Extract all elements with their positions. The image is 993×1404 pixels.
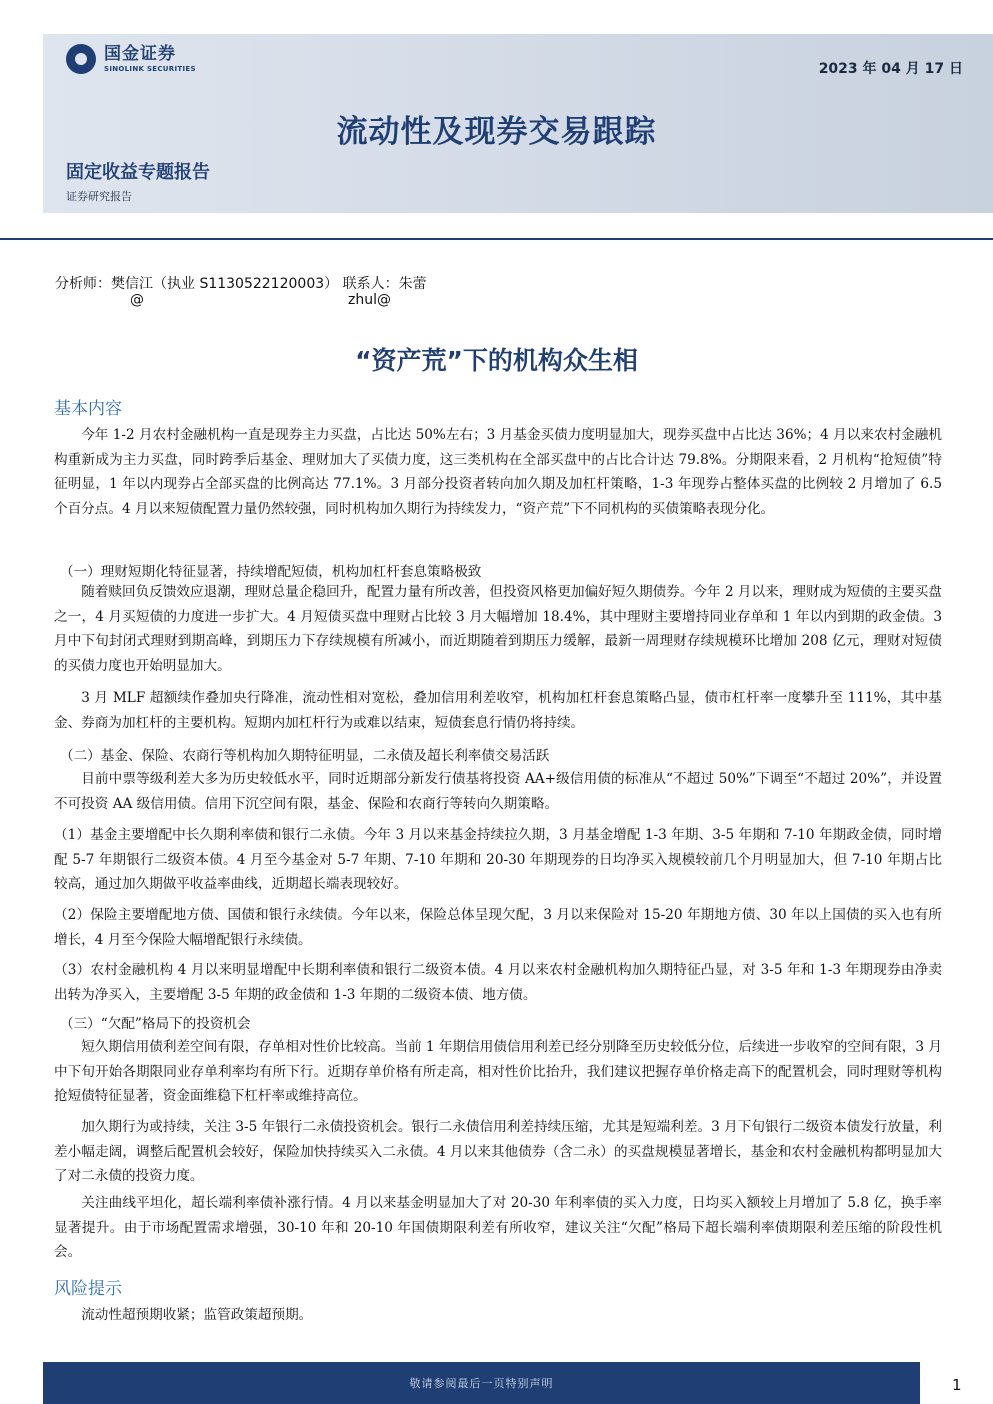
contact-email[interactable]: zhul@ xyxy=(348,292,391,308)
paragraph: 流动性超预期收紧；监管政策超预期。 xyxy=(81,1307,313,1323)
paragraph: 今年 1-2 月农村金融机构一直是现券主力买盘，占比达 50%左右；3 月基金买债力度明显加大，现券买盘中占比达 36%；4 月以来农村金融机构重新成为主力买盘，同时跨季后基金、理财加大了买债力度，这三类机构在全部买盘中的占比合计达 79.8%。分期限来看，2 月机构“抢短债”特征明显，1 年以内现券占全部买盘的比例高达 77.1%。3 月部分投资者转向加久期及加杠杆策略，1-3 年现券占整体买盘的比例较 2 月增加了 6.5 个百分点。4 月以来短债配置力量仍然较强，同时机构加久期行为持续发力，“资产荒”下不同机构的买债策略表现分化。 xyxy=(54,427,942,517)
logo-cn-text: 国金证券 xyxy=(104,43,176,64)
report-type: 固定收益专题报告 xyxy=(66,162,210,183)
header-divider xyxy=(0,238,993,240)
report-date: 2023 年 04 月 17 日 xyxy=(818,61,963,77)
document-title: “资产荒”下的机构众生相 xyxy=(355,346,638,375)
logo-en-text: SINOLINK SECURITIES xyxy=(104,64,196,73)
footer-disclaimer: 敬请参阅最后一页特别声明 xyxy=(409,1377,554,1390)
subheading: （二）基金、保险、农商行等机构加久期特征明显，二永债及超长利率债交易活跃 xyxy=(60,748,550,764)
paragraph: 3 月 MLF 超额续作叠加央行降准，流动性相对宽松，叠加信用利差收窄，机构加杠杆套息策略凸显，债市杠杆率一度攀升至 111%，其中基金、券商为加杠杆的主要机构。短期内加杠杆行为或难以结束，短债套息行情仍将持续。 xyxy=(54,690,942,731)
subheading: （三）“欠配”格局下的投资机会 xyxy=(60,1016,251,1032)
subheading: （一）理财短期化特征显著，持续增配短债，机构加杠杆套息策略极致 xyxy=(60,564,482,580)
report-series-title: 流动性及现券交易跟踪 xyxy=(336,114,657,150)
paragraph: （3）农村金融机构 4 月以来明显增配中长期利率债和银行二级资本债。4 月以来农村金融机构加久期特征凸显，对 3-5 年和 1-3 年期现券由净卖出转为净买入，主要增配 3-5 年期的政金债和 1-3 年期的二级资本债、地方债。 xyxy=(54,962,942,1003)
section-heading-basic: 基本内容 xyxy=(54,399,122,419)
page-number: 1 xyxy=(952,1376,962,1394)
paragraph: 关注曲线平坦化，超长端利率债补涨行情。4 月以来基金明显加大了对 20-30 年利率债的买入力度，日均买入额较上月增加了 5.8 亿，换手率显著提升。由于市场配置需求增强，30-10 年和 20-10 年国债期限利差有所收窄，建议关注“欠配”格局下超长端利率债期限利差压缩的阶段性机会。 xyxy=(54,1195,942,1260)
paragraph: 短久期信用债利差空间有限，存单相对性价比较高。当前 1 年期信用债信用利差已经分别降至历史较低分位，后续进一步收窄的空间有限，3 月中下旬开始各期限同业存单利率均有所下行。近期存单价格有所走高，相对性价比抬升，我们建议把握存单价格走高下的配置机会，同时理财等机构抢短债特征显著，资金面维稳下杠杆率或维持高位。 xyxy=(54,1039,942,1104)
paragraph: （2）保险主要增配地方债、国债和银行永续债。今年以来，保险总体呈现欠配，3 月以来保险对 15-20 年期地方债、30 年以上国债的买入也有所增长，4 月至今保险大幅增配银行永续债。 xyxy=(54,907,942,948)
analyst-email[interactable]: @ xyxy=(130,292,144,308)
section-heading-risk: 风险提示 xyxy=(54,1279,122,1299)
report-category: 证券研究报告 xyxy=(66,190,132,203)
footer-bar xyxy=(43,1362,920,1404)
analyst-line: 分析师：樊信江（执业 S1130522120003） 联系人：朱蕾 xyxy=(55,276,427,292)
paragraph: 目前中票等级利差大多为历史较低水平，同时近期部分新发行债基将投资 AA+级信用债的标准从“不超过 50%”下调至“不超过 20%”，并设置不可投资 AA 级信用债。信用下沉空间有限，基金、保险和农商行等转向久期策略。 xyxy=(54,771,942,812)
paragraph: 加久期行为或持续，关注 3-5 年银行二永债投资机会。银行二永债信用利差持续压缩，尤其是短端利差。3 月下旬银行二级资本债发行放量，利差小幅走阔，调整后配置机会较好，保险加快持续买入二永债。4 月以来其他债券（含二永）的买盘规模显著增长，基金和农村金融机构都明显加大了对二永债的投资力度。 xyxy=(54,1119,942,1184)
brand-logo xyxy=(66,44,196,74)
paragraph: （1）基金主要增配中长久期利率债和银行二永债。今年 3 月以来基金持续拉久期，3 月基金增配 1-3 年期、3-5 年期和 7-10 年期政金债，同时增配 5-7 年期银行二级资本债。4 月至今基金对 5-7 年期、7-10 年期和 20-30 年期现券的日均净买入规模较前几个月明显加大，但 7-10 年期占比较高，通过加久期做平收益率曲线，近期超长端表现较好。 xyxy=(54,827,942,892)
logo-icon xyxy=(66,44,96,74)
paragraph: 随着赎回负反馈效应退潮，理财总量企稳回升，配置力量有所改善，但投资风格更加偏好短久期债券。今年 2 月以来，理财成为短债的主要买盘之一，4 月买短债的力度进一步扩大。4 月短债买盘中理财占比较 3 月大幅增加 18.4%，其中理财主要增持同业存单和 1 年以内到期的政金债。3 月中下旬封闭式理财到期高峰，到期压力下存续规模有所减小，而近期随着到期压力缓解，最新一周理财存续规模环比增加 208 亿元，理财对短债的买债力度也开始明显加大。 xyxy=(54,584,942,674)
